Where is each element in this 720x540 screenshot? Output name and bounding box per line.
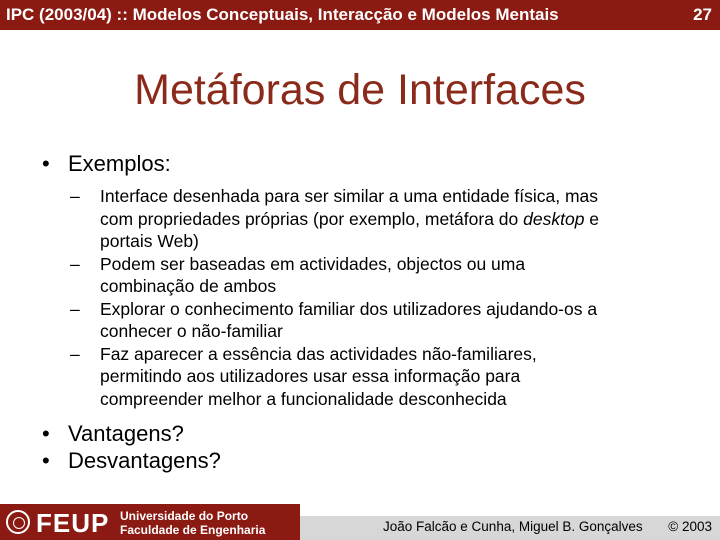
- feup-logo-text: FEUP: [36, 508, 110, 538]
- sub-text-line: Explorar o conhecimento familiar dos utilizadores ajudando-os a: [100, 298, 598, 319]
- bullet-item: [28, 420, 700, 447]
- bullet-symbol: •: [42, 421, 50, 446]
- dash-symbol: –: [70, 186, 80, 206]
- sub-item: [28, 343, 700, 411]
- sub-text-line: compreender melhor a funcionalidade desconhecida: [100, 388, 507, 409]
- sub-text-line: Interface desenhada para ser similar a uma entidade física, mas: [100, 186, 599, 206]
- bullet-symbol: •: [42, 448, 50, 473]
- header-bar: [0, 0, 720, 30]
- sub-list: [28, 185, 700, 410]
- slide-body: [28, 150, 700, 474]
- dash-symbol: –: [70, 298, 80, 319]
- bullet-symbol: •: [42, 151, 50, 176]
- university-seal-icon: [6, 510, 30, 534]
- sub-text-line: conhecer o não-familiar: [100, 321, 283, 341]
- institution-line: Universidade do Porto: [120, 509, 249, 523]
- sub-item: [28, 298, 700, 343]
- sub-item: [28, 185, 700, 253]
- sub-text-line: portais Web): [100, 231, 199, 251]
- dash-symbol: –: [70, 343, 80, 364]
- institution-logo: [0, 504, 300, 540]
- footer-copyright: © 2003: [668, 519, 712, 534]
- course-title: IPC (2003/04) :: Modelos Conceptuais, Interacção e Modelos Mentais: [6, 5, 559, 24]
- sub-text-line: Podem ser baseadas em actividades, objectos ou uma: [100, 253, 526, 274]
- dash-symbol: –: [70, 253, 80, 274]
- bullet-text: Vantagens?: [68, 421, 184, 446]
- slide-title: Metáforas de Interfaces: [134, 66, 586, 114]
- sub-text-line: e: [584, 208, 600, 229]
- sub-text-line: combinação de ambos: [100, 276, 277, 296]
- sub-text-line: permitindo aos utilizadores usar essa informação para: [100, 366, 521, 386]
- institution-name: [120, 509, 265, 537]
- footer-authors: João Falcão e Cunha, Miguel B. Gonçalves: [383, 519, 643, 534]
- bullet-item: [28, 447, 700, 474]
- bullet-text: Exemplos:: [68, 151, 171, 176]
- sub-text-emphasis: desktop: [523, 208, 585, 229]
- bullet-text: Desvantagens?: [68, 448, 221, 473]
- institution-line: Faculdade de Engenharia: [120, 523, 266, 537]
- page-number: 27: [693, 5, 712, 24]
- bullet-item: [28, 150, 700, 177]
- sub-text-line: Faz aparecer a essência das actividades não-familiares,: [100, 343, 537, 364]
- sub-item: [28, 253, 700, 298]
- sub-text-line: com propriedades próprias (por exemplo, metáfora do: [100, 208, 524, 229]
